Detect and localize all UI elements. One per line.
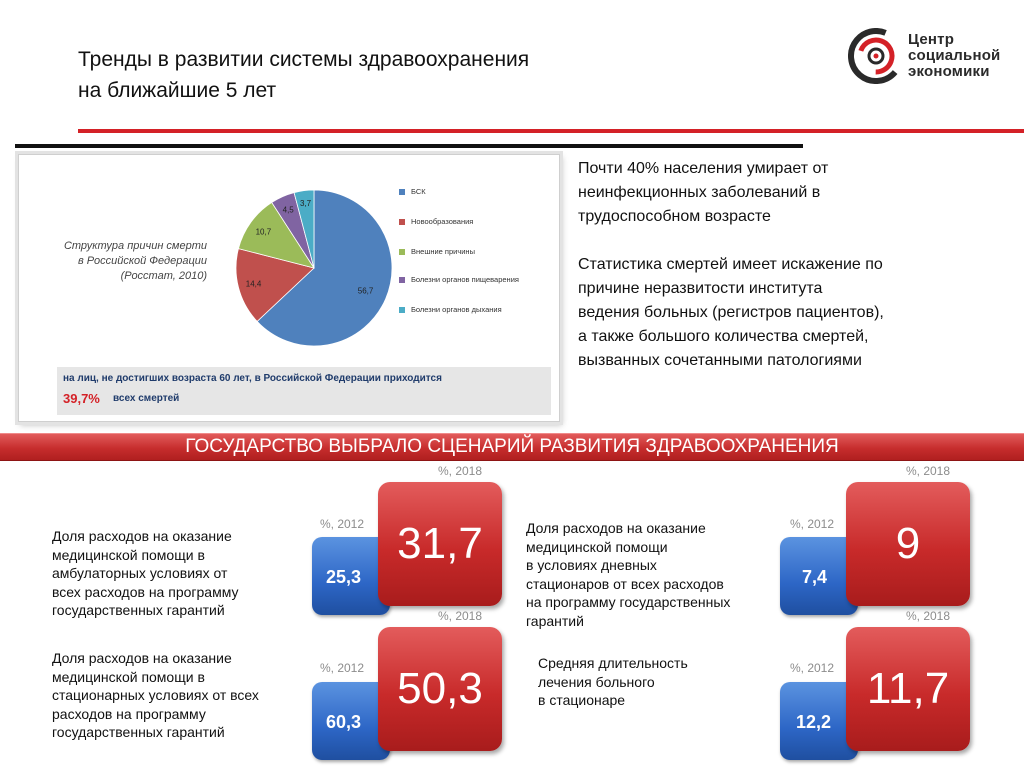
metric-length-of-stay-2018-label: %, 2018 (906, 609, 951, 623)
header-divider-black (15, 144, 803, 148)
desc-line: в стационаре (538, 692, 626, 708)
under60-percent: 39,7% (63, 391, 100, 406)
death-causes-figure (18, 154, 560, 422)
metric-inpatient-description (52, 649, 312, 742)
paragraph-mortality (578, 157, 978, 229)
metric-ambulatory-2018-label: %, 2018 (438, 464, 483, 478)
metric-ambulatory-description (52, 527, 312, 620)
paragraph-statistics-line-4: а также большого количества смертей, (578, 328, 869, 345)
under60-rest: всех смертей (113, 393, 180, 404)
paragraph-statistics (578, 253, 978, 373)
pie-caption-line-3: (Росстат, 2010) (120, 270, 207, 282)
metric-inpatient-2018-label: %, 2018 (438, 609, 483, 623)
desc-line: в условиях дневных (526, 557, 657, 573)
under60-line1: на лиц, не достигших возраста 60 лет, в Российской Федерации приходится (63, 373, 442, 384)
desc-line: расходов на программу (52, 705, 206, 722)
desc-line: лечения больного (538, 673, 655, 690)
desc-line: медицинской помощи в (52, 668, 205, 685)
desc-line: гарантий (526, 612, 584, 629)
legend-label: Болезни органов дыхания (411, 305, 502, 314)
desc-line: медицинской помощи в (52, 546, 205, 563)
desc-line: на программу государственных (526, 594, 731, 610)
pie-chart (219, 173, 409, 363)
paragraph-mortality-line-1: Почти 40% населения умирает от (578, 160, 829, 177)
desc-line: стационаров от всех расходов (526, 575, 724, 592)
page-title (78, 44, 698, 106)
metric-length-of-stay-description (538, 654, 768, 710)
value-text: 60,3 (326, 712, 362, 732)
value-text: 25,3 (326, 567, 362, 587)
desc-line: медицинской помощи (526, 538, 668, 555)
legend-swatch (399, 277, 405, 283)
title-line-2: на ближайшие 5 лет (78, 79, 277, 102)
paragraph-mortality-line-2: неинфекционных заболеваний в (578, 184, 821, 201)
metric-length-of-stay-2018-value: 11,7 (846, 627, 970, 751)
desc-line: государственных гарантий (52, 602, 225, 618)
desc-line: стационарных условиях от всех (52, 687, 259, 703)
under60-note (57, 367, 551, 415)
desc-line: Средняя длительность (538, 655, 688, 671)
paragraph-statistics-line-5: вызванных сочетанными патологиями (578, 352, 862, 369)
desc-line: всех расходов на программу (52, 583, 239, 600)
paragraph-statistics-line-3: ведения больных (регистров пациентов), (578, 304, 884, 321)
metric-ambulatory-2012-label: %, 2012 (320, 517, 365, 531)
desc-line: Доля расходов на оказание (52, 650, 232, 666)
title-line-1: Тренды в развитии системы здравоохранения (78, 48, 530, 71)
pie-slice-label-2: 14,4 (245, 279, 262, 289)
metric-day-hospital-2018-value: 9 (846, 482, 970, 606)
metric-length-of-stay-2012-label: %, 2012 (790, 661, 835, 675)
paragraph-statistics-line-2: причине неразвитости института (578, 280, 823, 297)
logo-line-1: Центр (908, 31, 955, 48)
legend-label: БСК (411, 187, 426, 196)
paragraph-mortality-line-3: трудоспособном возрасте (578, 208, 771, 225)
metric-inpatient-2018-value: 50,3 (378, 627, 502, 751)
metric-day-hospital-2012-label: %, 2012 (790, 517, 835, 531)
header-divider-red (78, 129, 1024, 133)
pie-slice-label-3: 10,7 (255, 227, 272, 237)
legend-swatch (399, 307, 405, 313)
logo-text (908, 32, 1000, 80)
scenario-banner: ГОСУДАРСТВО ВЫБРАЛО СЦЕНАРИЙ РАЗВИТИЯ ЗДРАВООХРАНЕНИЯ (0, 433, 1024, 461)
metric-ambulatory-2018-value: 31,7 (378, 482, 502, 606)
pie-slice-label-1: 56,7 (357, 286, 374, 296)
desc-line: государственных гарантий (52, 724, 225, 740)
legend-swatch (399, 219, 405, 225)
desc-line: Доля расходов на оказание (52, 528, 232, 544)
value-text: 12,2 (796, 712, 832, 732)
legend-swatch (399, 249, 405, 255)
logo (848, 26, 1018, 88)
metric-inpatient-2012-label: %, 2012 (320, 661, 365, 675)
legend-swatch (399, 189, 405, 195)
logo-line-3: экономики (908, 63, 990, 80)
desc-line: амбулаторных условиях от (52, 565, 228, 581)
swirl-logo-icon (848, 28, 904, 84)
legend-label: Болезни органов пищеварения (411, 275, 519, 284)
value-text: 7,4 (802, 567, 828, 587)
pie-caption-line-2: в Российской Федерации (77, 255, 207, 267)
pie-slice-label-5: 3,7 (299, 199, 312, 209)
desc-line: Доля расходов на оказание (526, 520, 706, 536)
logo-line-2: социальной (908, 47, 1001, 64)
metric-day-hospital-description (526, 519, 778, 630)
legend-label: Внешние причины (411, 247, 475, 256)
paragraph-statistics-line-1: Статистика смертей имеет искажение по (578, 256, 883, 273)
pie-caption (27, 239, 207, 284)
pie-slice-label-4: 4,5 (282, 205, 294, 215)
legend-label: Новообразования (411, 217, 474, 226)
pie-caption-line-1: Структура причин смерти (63, 240, 207, 252)
metric-day-hospital-2018-label: %, 2018 (906, 464, 951, 478)
